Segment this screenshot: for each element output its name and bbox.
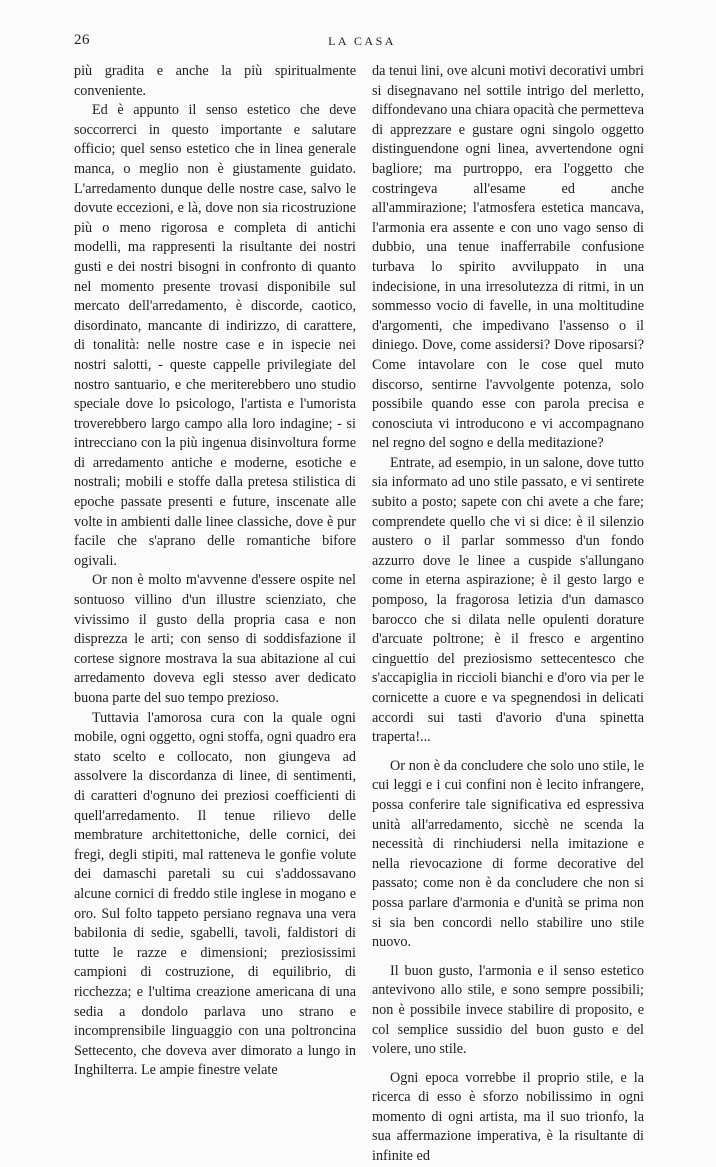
page-header bbox=[74, 32, 650, 52]
right-column bbox=[372, 62, 644, 1165]
page-number: 26 bbox=[74, 32, 90, 48]
paragraph: Entrate, ad esempio, in un salone, dove tutto sia informato ad uno stile passato, e vi sentirete subito a posto; sapete con chi avete a che fare; comprendete quello che vi si dice: è il silenzio austero o il parlar sommesso d'un fondo azzurro dove le linee a cuspide s'allungano come in eterna aspirazione; è il gesto largo e pomposo, la fragorosa letizia d'un damasco barocco che si dilata nelle opulenti dorature d'arcuate poltrone; è il fresco e argentino cinguettio del preziosismo settecentesco che s'accapiglia in riccioli bianchi e d'oro via per le cornicette a cuore e va spegnendosi in delicati accordi sui tasti d'avorio d'una spinetta traperta!... bbox=[372, 454, 644, 746]
paragraph: Ogni epoca vorrebbe il proprio stile, e la ricerca di esso è sforzo nobilissimo in ogni momento di ogni artista, ma il suo trionfo, la sua affermazione imperativa, è la risultante di infinite ed bbox=[372, 1069, 644, 1165]
paragraph: più gradita e anche la più spiritualmente conveniente. bbox=[74, 63, 356, 99]
paragraph: Il buon gusto, l'armonia e il senso estetico antevivono allo stile, e sono sempre possibili; non è possibile invece stabilire di proposito, e col semplice sussidio del buon gusto e del volere, uno stile. bbox=[372, 962, 644, 1058]
running-title: LA CASA bbox=[328, 34, 396, 48]
left-column bbox=[74, 62, 356, 1079]
paragraph: da tenui lini, ove alcuni motivi decorativi umbri si disegnavano nel sottile intrigo del merletto, diffondevano una chiara opacità che permetteva di apprezzare e gustare ogni singolo oggetto distinguendone ogni linea, avvertendone ogni bagliore; ma purtroppo, era l'oggetto che costringeva all'esame ed anche all'ammirazione; l'atmosfera estetica mancava, l'armonia era assente e con uno vago senso di dubbio, una tenue inafferrabile confusione turbava lo spirito avviluppato in una indecisione, in una irresolutezza di ritmi, in un sommesso vocio di favelle, in una moltitudine d'argomenti, che impedivano l'assenso o il diniego. Dove, come assidersi? Dove riposarsi? Come intavolare con le cose quel muto discorso, sentirne l'avvolgente potenza, solo possibile quando esse con parola precisa e conosciuta vi introducono e vi accompagnano nel regno del sogno e della meditazione? bbox=[372, 63, 644, 452]
paragraph: Tuttavia l'amorosa cura con la quale ogni mobile, ogni oggetto, ogni stoffa, ogni quadro era stato scelto e collocato, non giungeva ad assolvere la discordanza di linee, di sentimenti, di caratteri d'ognuno dei preziosi coefficienti di quell'arredamento. Il tenue rilievo delle membrature architettoniche, delle cornici, dei fregi, degli stipiti, mal ratteneva le gonfie volute dei damaschi paretali su cui s'addossavano alcune cornici di freddo stile inglese in mogano e oro. Sul folto tappeto persiano regnava una vera babilonia di sedie, sgabelli, tavoli, faldistori di tutte le razze e dimensioni; preziosissimi campioni di costruzione, di equilibrio, di ricchezza; e l'ultima creazione americana di una sedia a dondolo parlava uno strano e incomprensibile linguaggio con una poltroncina Settecento, che doveva aver dimorato a lungo in Inghilterra. Le ampie finestre velate bbox=[74, 709, 356, 1079]
paragraph: Or non è molto m'avvenne d'essere ospite nel sontuoso villino d'un illustre scienziato, che vivissimo il gusto della propria casa e non disprezza le arti; con senso di soddisfazione il cortese signore mostrava la sua abitazione al cui arredamento doveva egli stesso aver dedicato buona parte del suo tempo prezioso. bbox=[74, 572, 356, 706]
paragraph: Ed è appunto il senso estetico che deve soccorrerci in questo importante e salutare officio; quel senso estetico che in linea generale manca, o meglio non è giustamente guidato. L'arredamento dunque delle nostre case, salvo le dovute eccezioni, e là, dove non sia ricostruzione più o meno rigorosa e completa di antichi modelli, ma rappresenti la risultante dei nostri gusti e dei nostri bisogni in confronto di quanto nel momento presente trovasi disponibile sul mercato dell'arredamento, è discorde, caotico, disordinato, mancante di indirizzo, di carattere, di tonalità: nelle nostre case e in ispecie nei nostri salotti, - queste cappelle privilegiate del nostro santuario, e che meriterebbero uno studio speciale dove lo psicologo, l'artista e l'umorista troverebbero largo campo alla loro indagine; - si intrecciano con la più ingenua disinvoltura forme di arredamento antiche e moderne, esotiche e nostrali; mobili e stoffe dalla pretesa stilistica di epoche passate presenti e future, inscenate alle volte in ambienti dalle linee classiche, dove è pur facile che s'aprano delle romantiche bifore ogivali. bbox=[74, 102, 356, 569]
paragraph: Or non è da concludere che solo uno stile, le cui leggi e i cui confini non è lecito infrangere, possa conferire tale significativa ed espressiva unità all'arredamento, sicchè ne scenda la necessità di rinchiudersi nella imitazione e nella rievocazione di forme decorative del passato; come non è da concludere che non si possa parlare d'armonia e d'unità se prima non si sia ben concordi nello stabilire uno stile nuovo. bbox=[372, 757, 644, 951]
